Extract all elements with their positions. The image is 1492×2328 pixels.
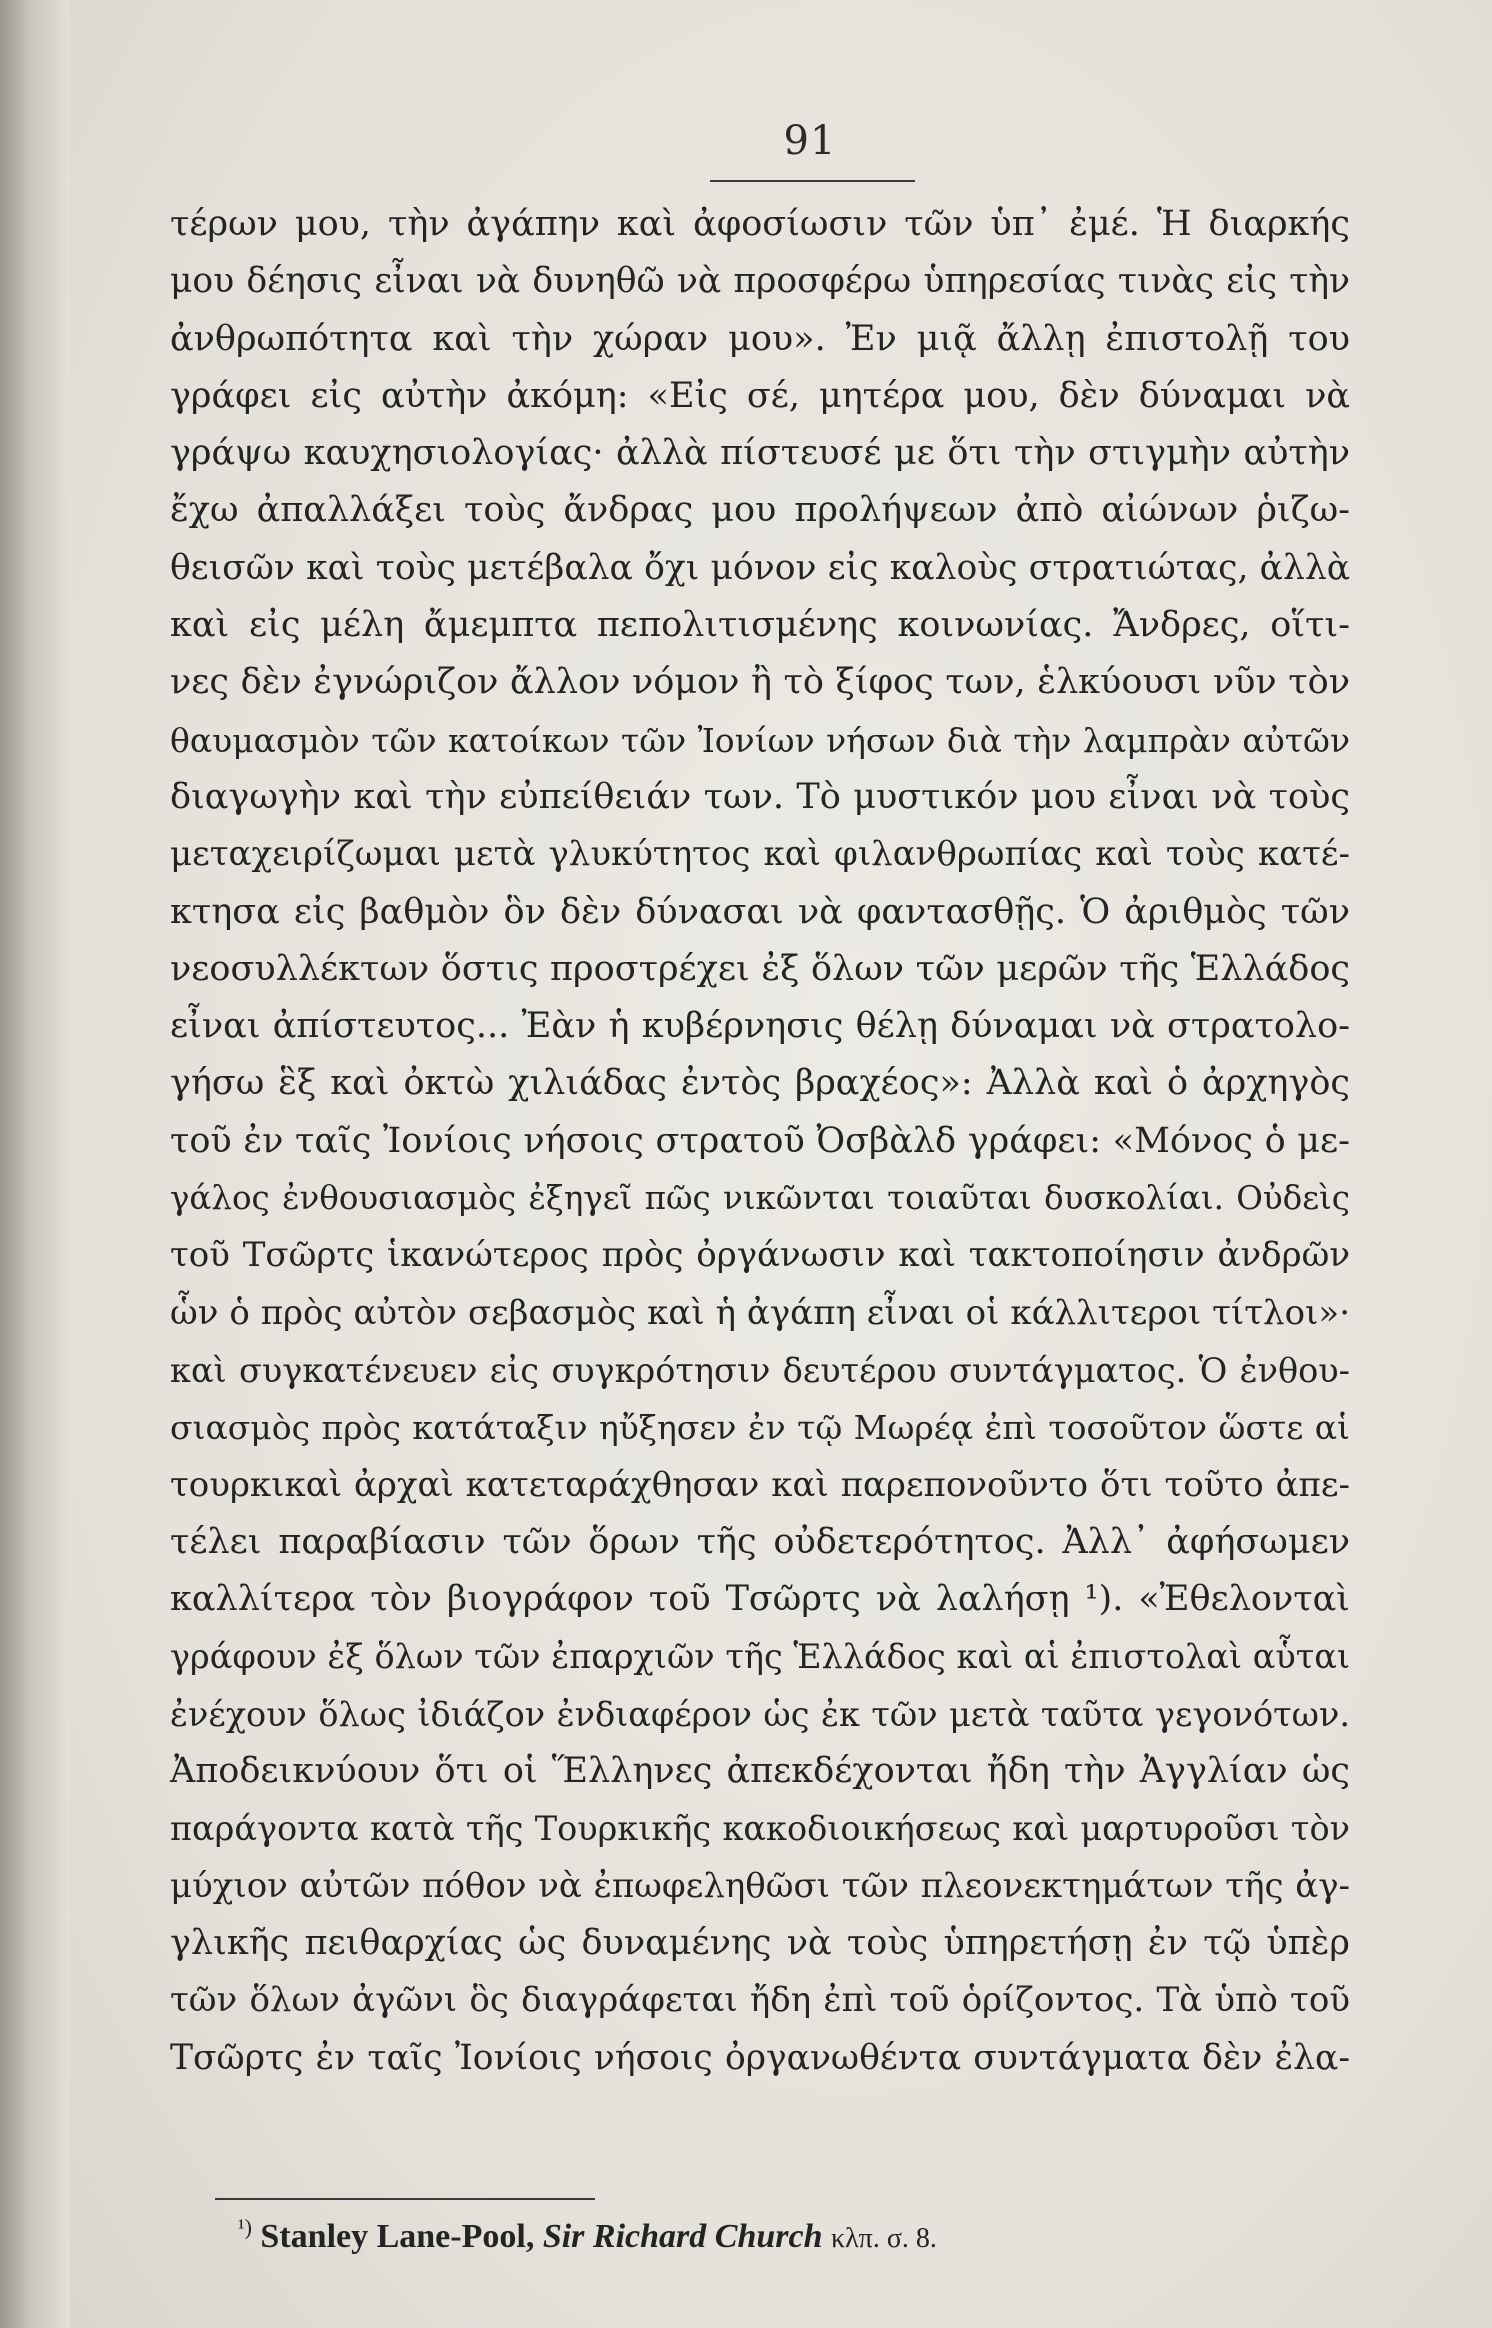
text-line: νες δὲν ἐγνώριζον ἄλλον νόμον ἢ τὸ ξίφος των, ἑλκύουσι νῦν τὸν [170,662,1350,703]
text-line: γάλος ἐνθουσιασμὸς ἐξηγεῖ πῶς νικῶνται τοιαῦται δυσκολίαι. Οὐδεὶς [170,1179,1350,1218]
text-line: γήσω ἓξ καὶ ὀκτὼ χιλιάδας ἐντὸς βραχέος»: Ἀλλὰ καὶ ὁ ἀρχηγὸς [170,1063,1350,1104]
text-line: τοῦ Τσῶρτς ἱκανώτερος πρὸς ὀργάνωσιν καὶ τακτοποίησιν ἀνδρῶν [170,1235,1350,1276]
body-text [170,196,1350,2087]
text-line: τουρκικαὶ ἀρχαὶ κατεταράχθησαν καὶ παρεπονοῦντο ὅτι τοῦτο ἀπε- [170,1464,1350,1505]
footnote-author: Stanley Lane-Pool, [260,2218,535,2255]
text-line: γλικῆς πειθαρχίας ὡς δυναμένης νὰ τοὺς ὑπηρετήσῃ ἐν τῷ ὑπὲρ [170,1922,1350,1963]
text-line: τέλει παραβίασιν τῶν ὅρων τῆς οὐδετερότητος. Ἀλλ᾿ ἀφήσωμεν [170,1521,1350,1562]
text-line: καὶ εἰς μέλη ἄμεμπτα πεπολιτισμένης κοινωνίας. Ἄνδρες, οἵτι- [170,605,1350,646]
text-line: γράψω καυχησιολογίας· ἀλλὰ πίστευσέ με ὅτι τὴν στιγμὴν αὐτὴν [170,433,1350,474]
page-number: 91 [783,118,837,164]
footnote-rule [215,2198,595,2200]
footnote-reference: κλπ. σ. 8. [831,2223,937,2254]
text-line: θαυμασμὸν τῶν κατοίκων τῶν Ἰονίων νήσων διὰ τὴν λαμπρὰν αὐτῶν [170,720,1350,760]
text-line: καλλίτερα τὸν βιογράφον τοῦ Τσῶρτς νὰ λαλήσῃ ¹). «Ἐθελονταὶ [170,1579,1350,1620]
text-line: τοῦ ἐν ταῖς Ἰονίοις νήσοις στρατοῦ Ὀσβὰλδ γράφει: «Μόνος ὁ με- [170,1120,1350,1161]
text-line: καὶ συγκατένευεν εἰς συγκρότησιν δευτέρου συντάγματος. Ὁ ἐνθου- [170,1350,1350,1390]
text-line: κτησα εἰς βαθμὸν ὃν δὲν δύνασαι νὰ φαντασθῇς. Ὁ ἀριθμὸς τῶν [170,891,1350,932]
text-line: παράγοντα κατὰ τῆς Τουρκικῆς κακοδιοικήσεως καὶ μαρτυροῦσι τὸν [170,1809,1350,1849]
text-line: νεοσυλλέκτων ὅστις προστρέχει ἐξ ὅλων τῶν μερῶν τῆς Ἑλλάδος [170,948,1350,989]
text-line: γράφει εἰς αὐτὴν ἀκόμη: «Εἰς σέ, μητέρα μου, δὲν δύναμαι νὰ [170,375,1350,416]
binding-gutter-shadow [0,0,70,2328]
footnote-marker: ¹) [238,2214,252,2240]
text-line: Τσῶρτς ἐν ταῖς Ἰονίοις νήσοις ὀργανωθέντα συντάγματα δὲν ἐλα- [170,2037,1350,2078]
text-line: ὧν ὁ πρὸς αὐτὸν σεβασμὸς καὶ ἡ ἀγάπη εἶναι οἱ κάλλιτεροι τίτλοι»· [170,1292,1350,1333]
footnote [238,2212,1238,2264]
text-line: μου δέησις εἶναι νὰ δυνηθῶ νὰ προσφέρω ὑπηρεσίας τινὰς εἰς τὴν [170,261,1350,302]
text-line: εἶναι ἀπίστευτος... Ἐὰν ἡ κυβέρνησις θέλῃ δύναμαι νὰ στρατολο- [170,1006,1350,1047]
text-line: μεταχειρίζωμαι μετὰ γλυκύτητος καὶ φιλανθρωπίας καὶ τοὺς κατέ- [170,834,1350,875]
header-rule [710,180,915,182]
text-line: τέρων μου, τὴν ἀγάπην καὶ ἀφοσίωσιν τῶν ὑπ᾿ ἐμέ. Ἡ διαρκής [170,204,1350,244]
footnote-title: Sir Richard Church [542,2218,823,2255]
text-line: ἔχω ἀπαλλάξει τοὺς ἄνδρας μου προλήψεων ἀπὸ αἰώνων ῥιζω- [170,490,1350,531]
text-line: ἀνθρωπότητα καὶ τὴν χώραν μου». Ἐν μιᾷ ἄλλῃ ἐπιστολῇ του [170,318,1350,359]
text-line: σιασμὸς πρὸς κατάταξιν ηὔξησεν ἐν τῷ Μωρέᾳ ἐπὶ τοσοῦτον ὥστε αἱ [170,1408,1350,1448]
text-line: μύχιον αὐτῶν πόθον νὰ ἐπωφεληθῶσι τῶν πλεονεκτημάτων τῆς ἀγ- [170,1865,1350,1906]
text-line: ἐνέχουν ὅλως ἰδιάζον ἐνδιαφέρον ὡς ἐκ τῶν μετὰ ταῦτα γεγονότων. [170,1694,1350,1734]
text-line: τῶν ὅλων ἀγῶνι ὃς διαγράφεται ἤδη ἐπὶ τοῦ ὁρίζοντος. Τὰ ὑπὸ τοῦ [170,1980,1350,2021]
text-line: Ἀποδεικνύουν ὅτι οἱ Ἕλληνες ἀπεκδέχονται ἤδη τὴν Ἀγγλίαν ὡς [170,1751,1350,1792]
text-line: διαγωγὴν καὶ τὴν εὐπείθειάν των. Τὸ μυστικόν μου εἶναι νὰ τοὺς [170,776,1350,817]
text-line: γράφουν ἐξ ὅλων τῶν ἐπαρχιῶν τῆς Ἑλλάδος καὶ αἱ ἐπιστολαὶ αὗται [170,1637,1350,1677]
text-line: θεισῶν καὶ τοὺς μετέβαλα ὄχι μόνον εἰς καλοὺς στρατιώτας, ἀλλὰ [170,547,1350,588]
